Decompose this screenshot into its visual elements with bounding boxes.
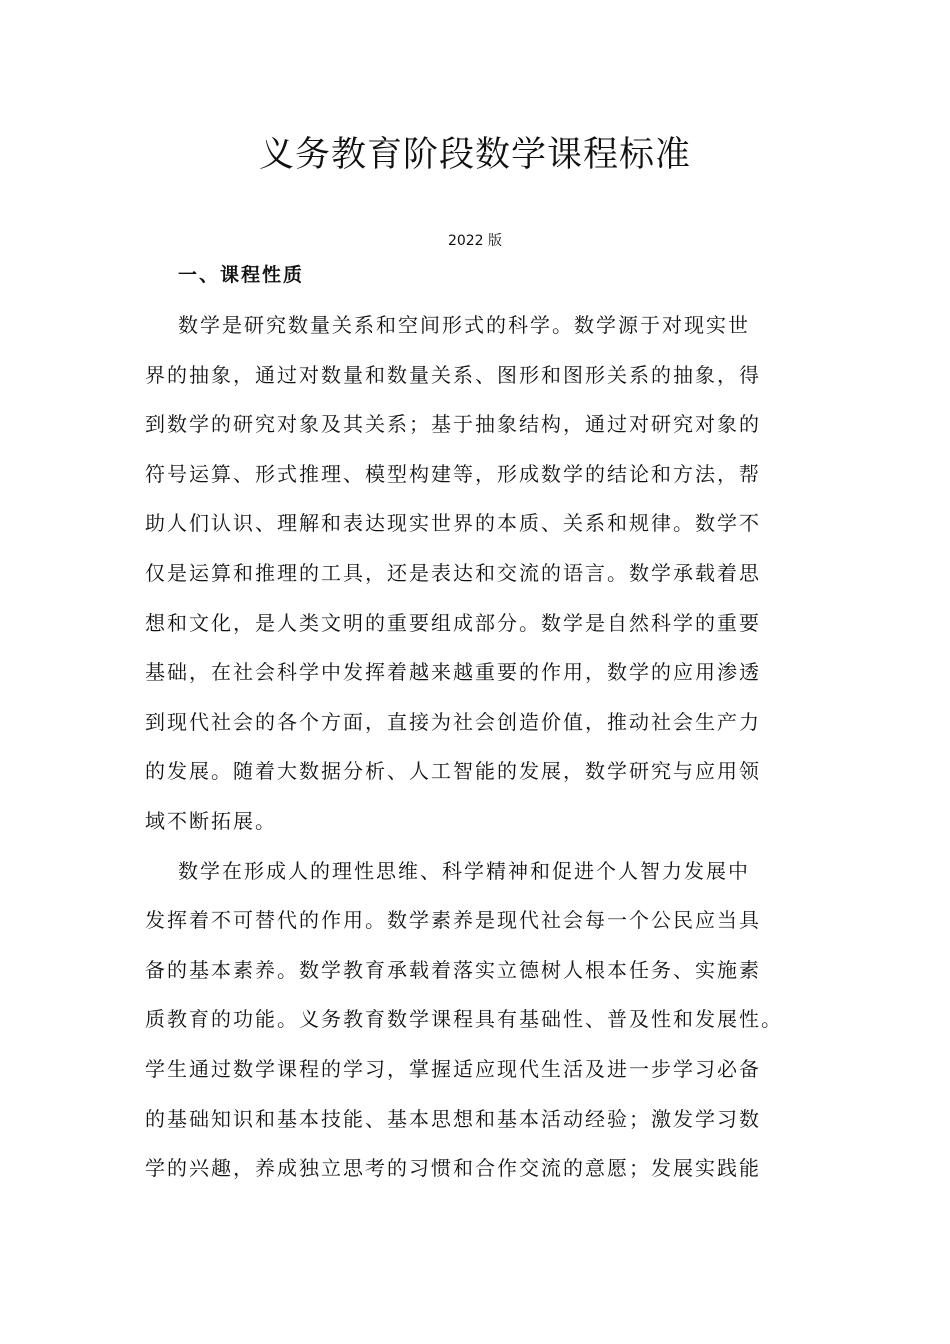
paragraph [145, 847, 807, 1194]
text-line: 域不断拓展。 [145, 808, 277, 833]
text-line: 界的抽象，通过对数量和数量关系、图形和图形关系的抽象，得 [145, 362, 761, 387]
document-title: 义务教育阶段数学课程标准 [258, 135, 691, 175]
paragraph [145, 301, 807, 847]
document-edition: 2022 版 [447, 233, 503, 249]
text-line: 的基础知识和基本技能、基本思想和基本活动经验；激发学习数 [145, 1106, 761, 1131]
text-line: 的发展。随着大数据分析、人工智能的发展，数学研究与应用领 [145, 759, 761, 784]
text-line: 基础，在社会科学中发挥着越来越重要的作用，数学的应用渗透 [145, 660, 761, 685]
text-line: 备的基本素养。数学教育承载着落实立德树人根本任务、实施素 [145, 957, 761, 982]
text-line: 仅是运算和推理的工具，还是表达和交流的语言。数学承载着思 [145, 560, 761, 585]
text-line: 质教育的功能。义务教育数学课程具有基础性、普及性和发展性。 [145, 1007, 783, 1032]
text-line: 数学是研究数量关系和空间形式的科学。数学源于对现实世 [178, 313, 750, 337]
text-line: 符号运算、形式推理、模型构建等，形成数学的结论和方法，帮 [145, 461, 761, 486]
text-line: 学生通过数学课程的学习，掌握适应现代生活及进一步学习必备 [145, 1056, 761, 1081]
text-line: 发挥着不可替代的作用。数学素养是现代社会每一个公民应当具 [145, 908, 761, 933]
text-line: 数学在形成人的理性思维、科学精神和促进个人智力发展中 [178, 858, 750, 883]
section-heading: 一、课程性质 [178, 264, 305, 286]
text-line: 到数学的研究对象及其关系；基于抽象结构，通过对研究对象的 [145, 412, 761, 437]
text-line: 学的兴趣，养成独立思考的习惯和合作交流的意愿；发展实践能 [145, 1156, 761, 1181]
document-body [145, 301, 807, 1194]
text-line: 想和文化，是人类文明的重要组成部分。数学是自然科学的重要 [145, 610, 761, 635]
text-line: 到现代社会的各个方面，直接为社会创造价值，推动社会生产力 [145, 709, 761, 734]
text-line: 助人们认识、理解和表达现实世界的本质、关系和规律。数学不 [145, 511, 761, 536]
